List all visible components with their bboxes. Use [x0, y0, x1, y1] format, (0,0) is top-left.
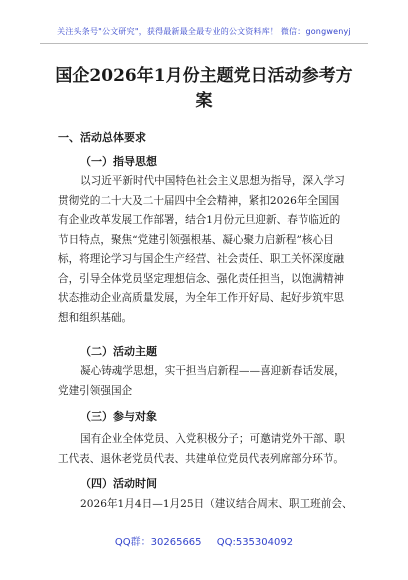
header-divider: [40, 43, 368, 44]
title-line: 案: [195, 91, 213, 111]
paragraph-line: 工代表、退休老党员代表、共建单位党员代表列席部分环节。: [58, 452, 345, 465]
footer-qq-group[interactable]: QQ群：30265665: [114, 537, 202, 548]
paragraph-participants: [58, 430, 358, 469]
subsection-heading-theme: （二）活动主题: [80, 345, 157, 358]
paragraph-guiding-thought: [58, 172, 358, 328]
paragraph-line: 想和组织基础。: [58, 311, 133, 324]
document-title: [48, 64, 360, 114]
section-heading-general-requirements: 一、活动总体要求: [58, 131, 146, 144]
paragraph-line: 贯彻党的二十大及二十届四中全会精神，紧扣2026年全国国: [58, 194, 340, 207]
paragraph-line: 凝心铸魂学思想，实干担当启新程——喜迎新春话发展，: [80, 365, 345, 377]
header-banner[interactable]: 关注头条号"公文研究"，获得最新最全最专业的公文资料库！ 微信：gongwenyj: [57, 27, 351, 36]
paragraph-line: 2026年1月4日—1月25日（建议结合周末、职工班前会、: [80, 498, 353, 510]
paragraph-line: 节日特点，聚焦“党建引领强根基、凝心聚力启新程”核心目: [58, 233, 334, 246]
title-line: 国企2026年1月份主题党日活动参考方: [55, 66, 353, 86]
footer-contact: [0, 533, 408, 548]
paragraph-time: [58, 495, 358, 515]
paragraph-line: 标，将理论学习与国企生产经营、社会责任、职工关怀深度融: [58, 253, 345, 265]
subsection-heading-time: （四）活动时间: [80, 477, 157, 490]
footer-qq[interactable]: QQ:535304092: [216, 537, 294, 548]
paragraph-line: 合，引导全体党员坚定理想信念、强化责任担当，以饱满精神: [58, 272, 345, 285]
paragraph-theme: [58, 362, 358, 401]
subsection-heading-participants: （三）参与对象: [80, 410, 157, 423]
paragraph-line: 国有企业全体党员、入党积极分子；可邀请党外干部、职: [80, 433, 345, 445]
subsection-heading-guiding-thought: （一）指导思想: [80, 155, 157, 168]
paragraph-line: 有企业改革发展工作部署，结合1月份元旦迎新、春节临近的: [58, 214, 341, 226]
paragraph-line: 以习近平新时代中国特色社会主义思想为指导，深入学习: [80, 175, 345, 187]
paragraph-line: 状态推动企业高质量发展，为全年工作开好局、起好步筑牢思: [58, 292, 345, 304]
paragraph-line: 党建引领强国企: [58, 384, 133, 397]
